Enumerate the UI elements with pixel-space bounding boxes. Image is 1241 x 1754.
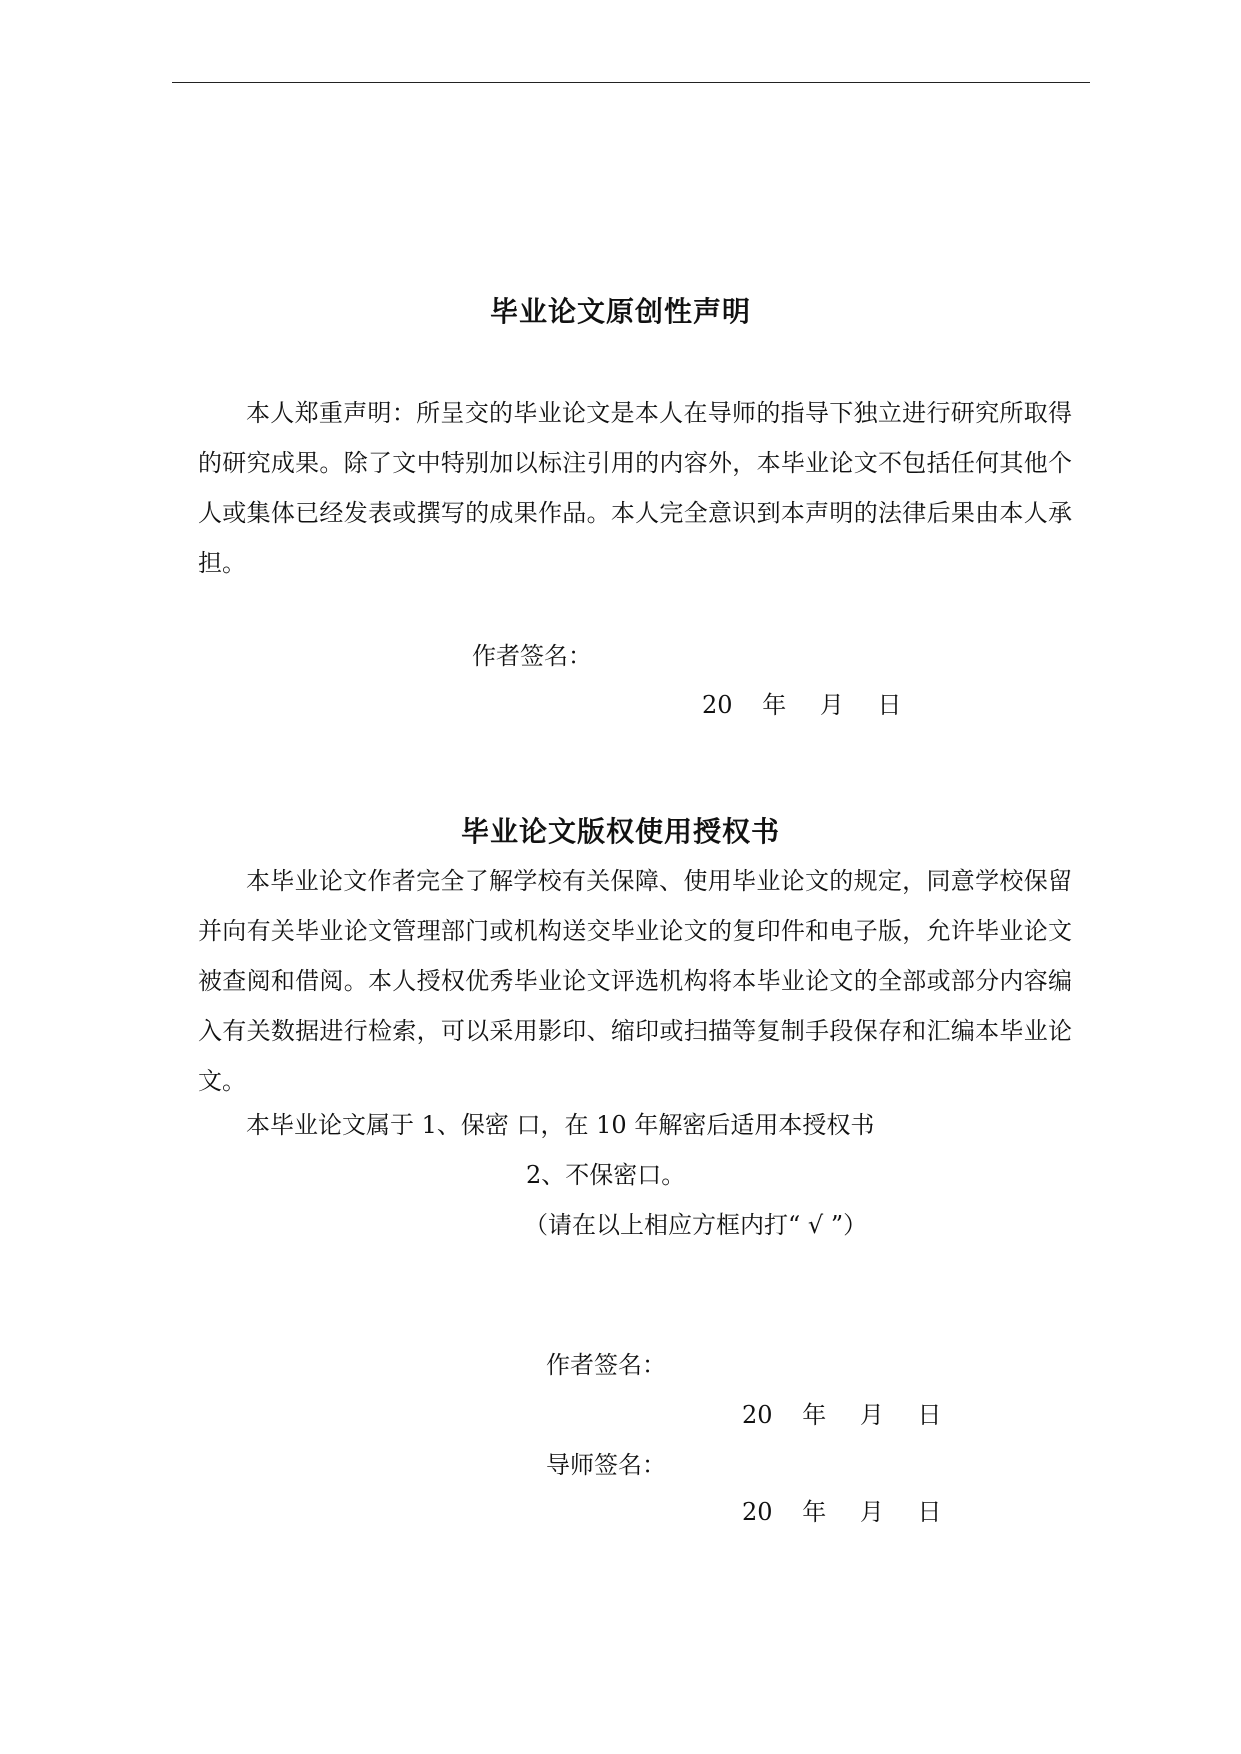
authorization-title: 毕业论文版权使用授权书 <box>460 815 780 848</box>
declaration-title: 毕业论文原创性声明 <box>489 295 751 328</box>
authorization-author-signature-label: 作者签名： <box>546 1351 666 1379</box>
date-year-prefix: 20 <box>742 1498 773 1526</box>
date-year-label: 年 <box>762 691 787 719</box>
checkbox-instruction: （请在以上相应方框内打“ √ ”） <box>524 1211 868 1239</box>
declaration-body: 本人郑重声明：所呈交的毕业论文是本人在导师的指导下独立进行研究所取得的研究成果。除了文中特别加以标注引用的内容外，本毕业论文不包括任何其他个人或集体已经发表或撰写的成果作品。本人完全意识到本声明的法律后果由本人承担。 <box>198 399 1072 577</box>
date-year-label: 年 <box>802 1401 827 1429</box>
authorization-author-date <box>742 1400 941 1430</box>
date-month-label: 月 <box>859 1401 884 1429</box>
date-day-label: 日 <box>917 1401 942 1429</box>
declaration-date <box>702 690 901 720</box>
authorization-supervisor-date <box>742 1497 941 1527</box>
declaration-author-signature-label: 作者签名： <box>472 642 592 670</box>
classification-option-2: 2、不保密口。 <box>526 1161 686 1189</box>
header-rule <box>172 82 1090 83</box>
date-year-label: 年 <box>802 1498 827 1526</box>
date-month-label: 月 <box>859 1498 884 1526</box>
date-year-prefix: 20 <box>702 691 733 719</box>
classification-line: 本毕业论文属于 1、保密 口，在 10 年解密后适用本授权书 <box>246 1111 875 1139</box>
date-day-label: 日 <box>917 1498 942 1526</box>
date-year-prefix: 20 <box>742 1401 773 1429</box>
date-month-label: 月 <box>819 691 844 719</box>
date-day-label: 日 <box>877 691 902 719</box>
authorization-body: 本毕业论文作者完全了解学校有关保障、使用毕业论文的规定，同意学校保留并向有关毕业论文管理部门或机构送交毕业论文的复印件和电子版，允许毕业论文被查阅和借阅。本人授权优秀毕业论文评选机构将本毕业论文的全部或部分内容编入有关数据进行检索，可以采用影印、缩印或扫描等复制手段保存和汇编本毕业论文。 <box>198 867 1072 1095</box>
supervisor-signature-label: 导师签名： <box>546 1451 666 1479</box>
